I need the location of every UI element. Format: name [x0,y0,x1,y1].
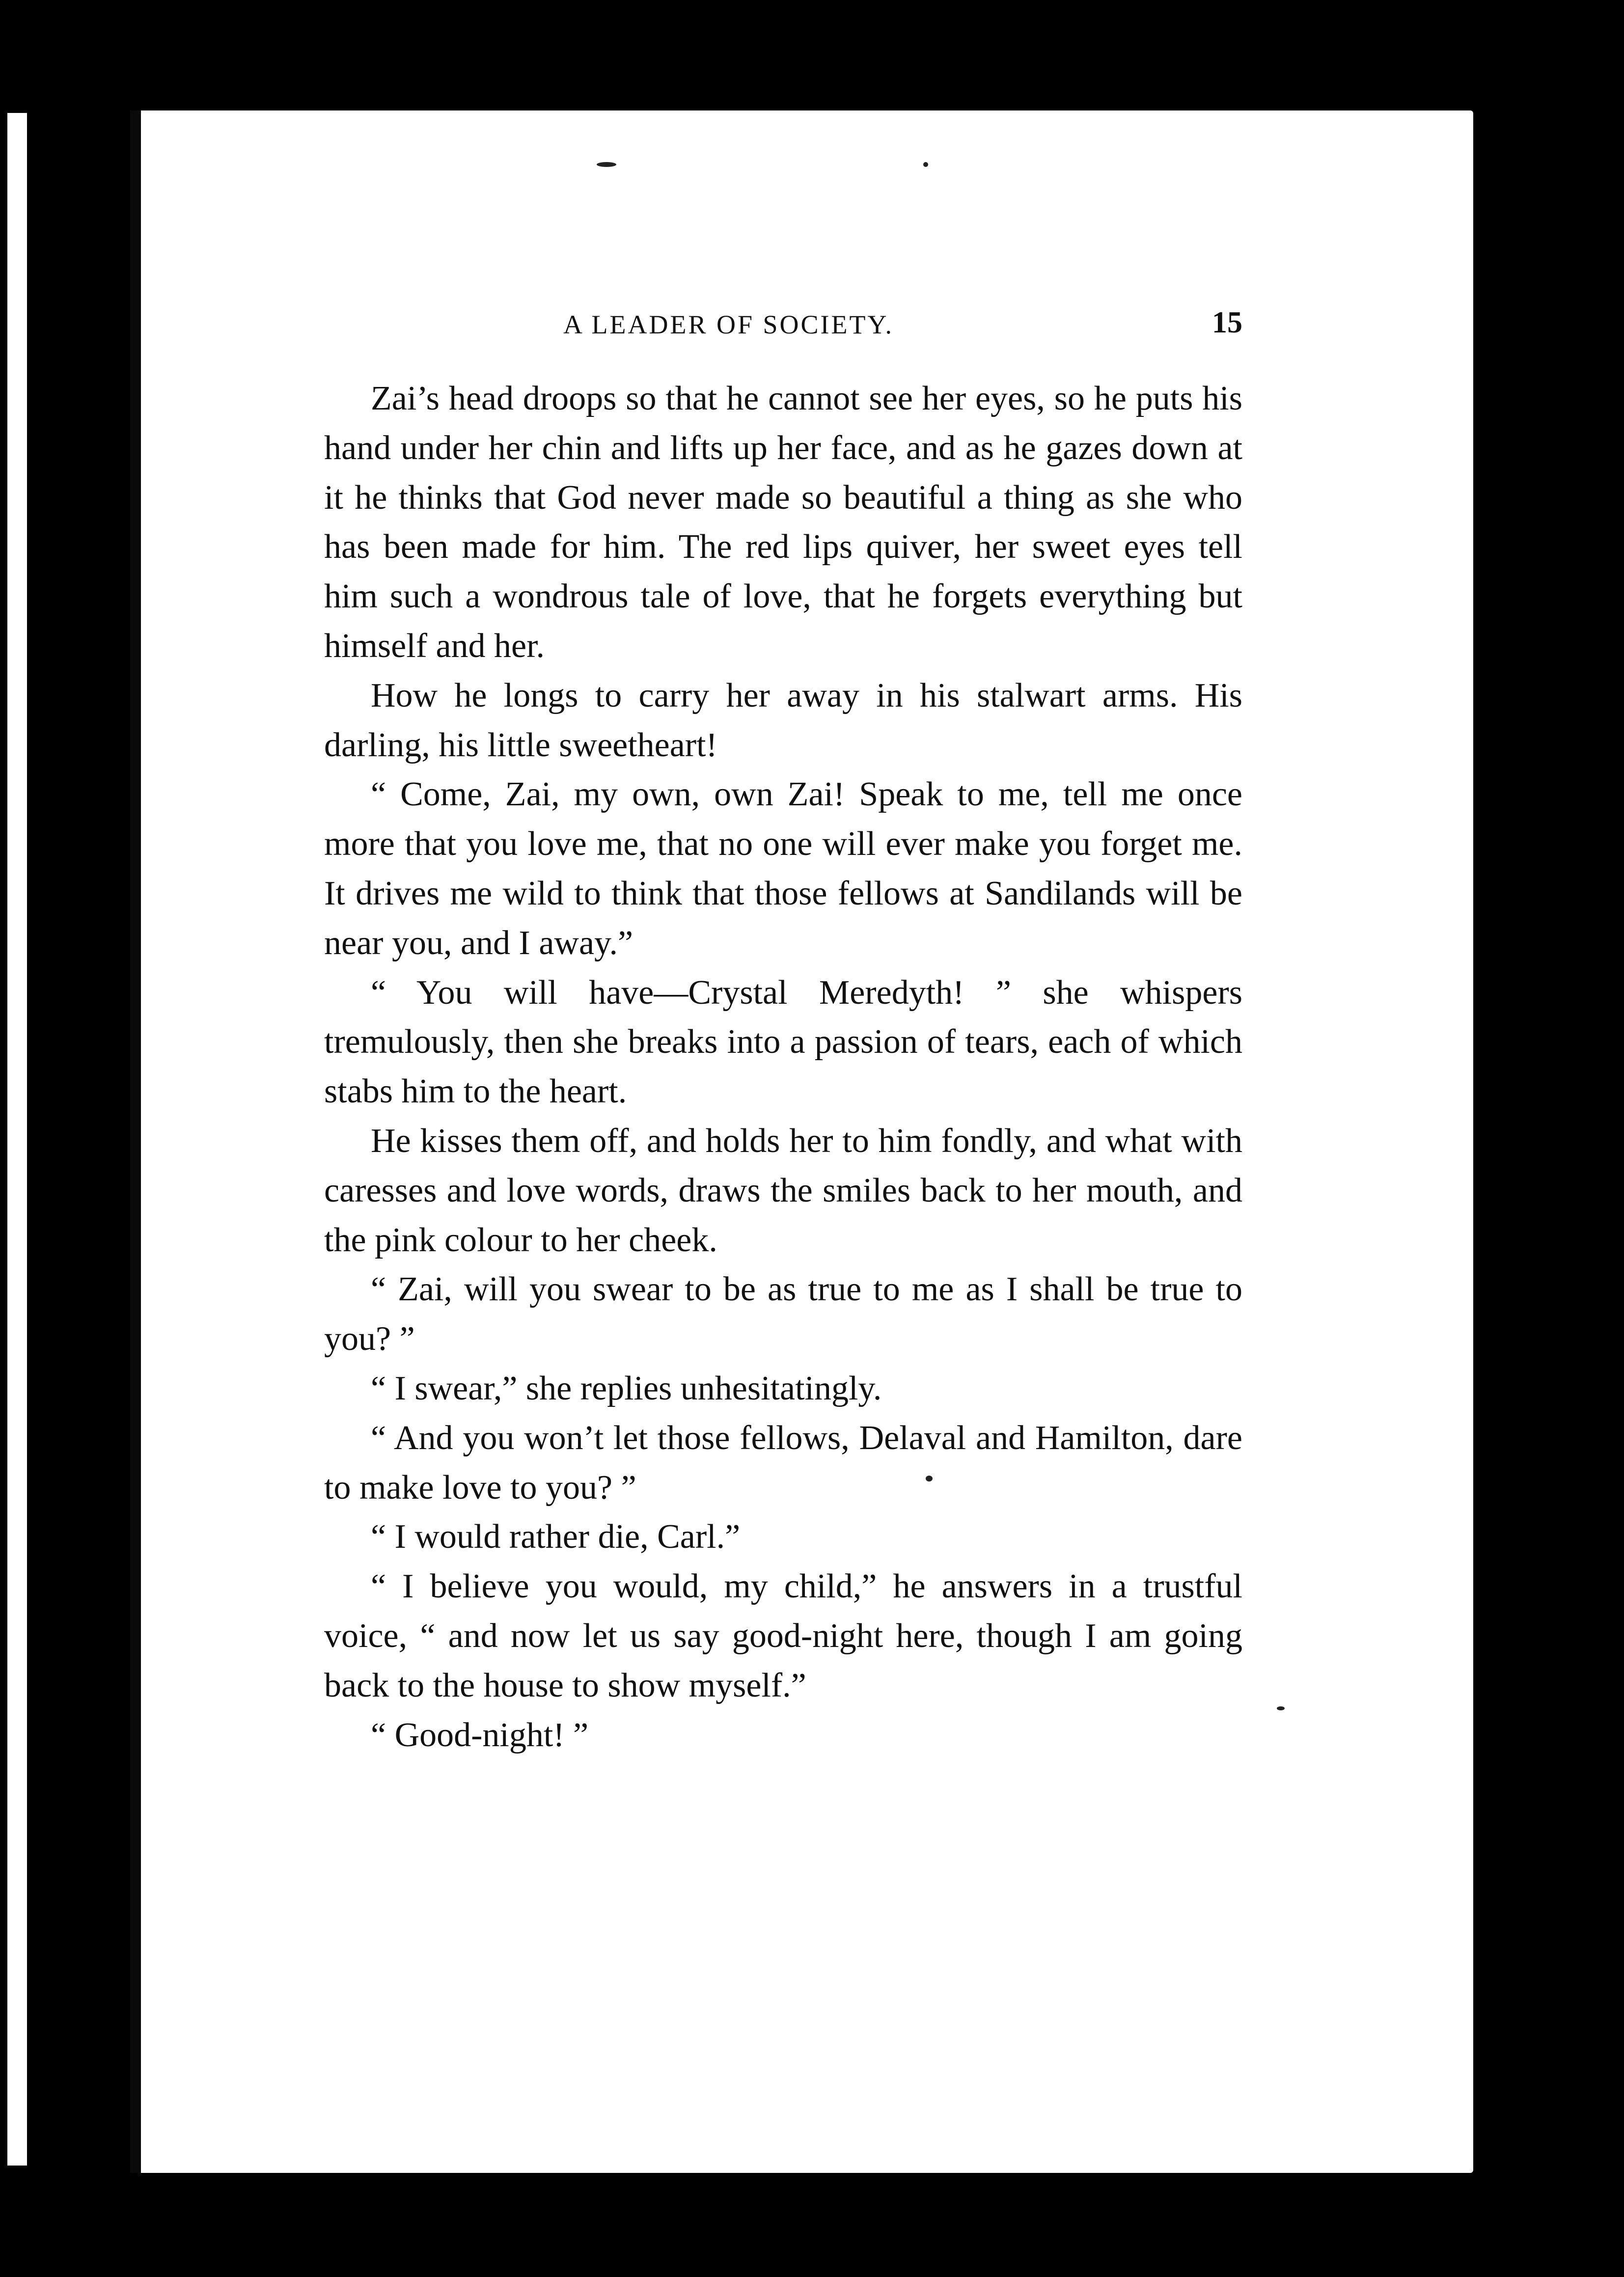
paragraph: Zai’s head droops so that he cannot see her eyes, so he puts his hand under her chin and lifts up her face, and as he gazes down at it he thinks that God never made so beautiful a thing as she who has been made for him. The red lips quiver, her sweet eyes tell him such a wondrous tale of love, that he forgets everything but himself and her. [324,380,1242,665]
scan-speck [597,162,616,167]
paragraph: “ Come, Zai, my own, own Zai! Speak to me, tell me once more that you love me, that no one will ever make you forget me. It drives me wild to think that those fellows at Sandilands will be near you, and I away.” [324,775,1242,962]
paragraph: “ You will have—Crystal Meredyth! ” she whispers tremulously, then she breaks into a passion of tears, each of which stabs him to the heart. [324,973,1242,1111]
paragraph: “ Good-night! ” [371,1716,589,1754]
scan-speck [923,162,928,167]
running-header [324,305,1242,350]
body-text [324,374,1242,1760]
running-title: A LEADER OF SOCIETY. [563,310,894,339]
paragraph: “ Zai, will you swear to be as true to me as I shall be true to you? ” [324,1270,1242,1358]
page-binding-edge [130,110,141,2173]
left-edge-strip [7,113,27,2166]
paragraph: “ I would rather die, Carl.” [371,1518,741,1556]
paragraph: How he longs to carry her away in his stalwart arms. His darling, his little sweetheart! [324,676,1242,764]
paragraph: “ I swear,” she replies unhesitatingly. [371,1369,882,1407]
page-number: 15 [1212,306,1242,339]
paragraph: He kisses them off, and holds her to him fondly, and what with caresses and love words, draws the smiles back to her mouth, and the pink colour to her cheek. [324,1122,1242,1259]
paragraph: “ I believe you would, my child,” he answers in a trustful voice, “ and now let us say good-night here, though I am going back to the house to show myself.” [324,1567,1242,1704]
paragraph: “ And you won’t let those fellows, Delaval and Hamilton, dare to make love to you? ” [324,1419,1242,1507]
scan-speck [1277,1706,1285,1710]
